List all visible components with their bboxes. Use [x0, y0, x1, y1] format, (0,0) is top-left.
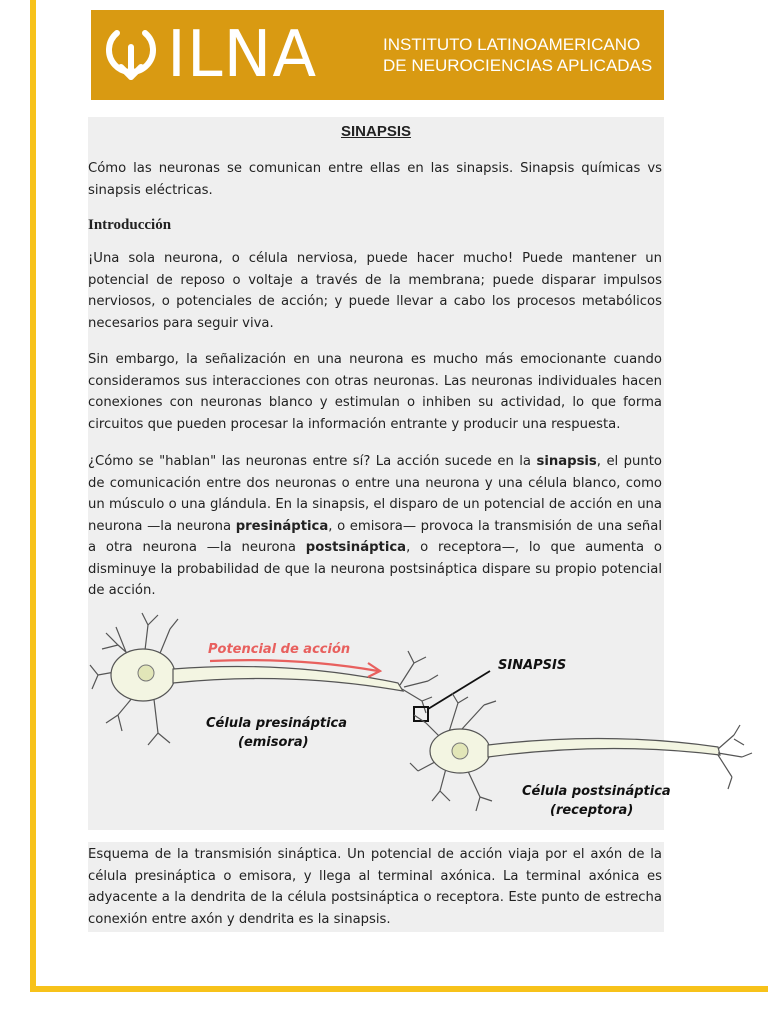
figure-caption-box — [88, 842, 664, 932]
paragraph-3: Sin embargo, la señalización en una neurona es mucho más emocionante cuando consideramos sus interacciones con otras neuronas. Las neuronas individuales hacen conexiones con neuronas blanco y estimulan o inhiben su actividad, lo que forma circuitos que pueden procesar la información entrante y producir una respuesta. — [88, 352, 662, 432]
intro-paragraph: Cómo las neuronas se comunican entre ellas en las sinapsis. Sinapsis químicas vs sinapsis eléctricas. — [88, 161, 662, 198]
page-frame-left — [30, 0, 36, 992]
institute-name — [383, 34, 658, 76]
p4-text-4: , o receptora—, lo que aumenta o disminuye la probabilidad de que la neurona postsináptica dispare su propio potencial de acción. — [88, 540, 662, 598]
synapse-label: SINAPSIS — [498, 658, 567, 673]
postsynaptic-terminal — [718, 725, 752, 789]
postsynaptic-axon — [488, 738, 720, 757]
presynaptic-label-2: (emisora) — [238, 735, 309, 750]
article-title: SINAPSIS — [340, 123, 412, 140]
synapse-pointer-line — [428, 671, 490, 709]
synapse-diagram — [88, 605, 768, 835]
p4-text-1: ¿Cómo se "hablan" las neuronas entre sí? La acción sucede en la — [88, 454, 537, 469]
term-sinapsis: sinapsis — [536, 454, 597, 469]
postsynaptic-label-2: (receptora) — [550, 803, 634, 818]
p4-text-2: , el punto de comunicación entre dos neuronas o entre una neurona y una célula blanco, como un músculo o una glándula. En la sinapsis, el disparo de un potencial de acción en una neurona —la neurona — [88, 454, 663, 534]
term-postsinaptica: postsináptica — [305, 540, 407, 555]
paragraph-2: ¡Una sola neurona, o célula nerviosa, puede hacer mucho! Puede mantener un potencial de reposo o voltaje a través de la membrana; puede disparar impulsos nerviosos, o potenciales de acción; y puede llevar a cabo los procesos metabólicos necesarios para seguir viva. — [88, 251, 662, 331]
presynaptic-nucleus — [138, 665, 154, 681]
institute-line-1: INSTITUTO LATINOAMERICANO — [383, 35, 641, 54]
axon-terminal — [400, 651, 438, 713]
section-heading: Introducción — [88, 217, 172, 233]
institute-line-2: DE NEUROCIENCIAS APLICADAS — [383, 56, 653, 75]
paragraph-4 — [88, 451, 662, 602]
postsynaptic-nucleus — [452, 743, 468, 759]
figure-caption: Esquema de la transmisión sináptica. Un potencial de acción viaja por el axón de la célula presináptica o emisora, y llega al terminal axónica. La terminal axónica es adyacente a la dendrita de la célula postsináptica o receptora. Este punto de estrecha conexión entre axón y dendrita es la sinapsis. — [88, 847, 662, 927]
arrow-down-circle-icon — [101, 23, 161, 83]
header-banner — [91, 10, 664, 100]
postsynaptic-label-1: Célula postsináptica — [522, 784, 671, 799]
action-potential-label: Potencial de acción — [208, 642, 351, 657]
p4-text-3: , o emisora— provoca la transmisión de una señal a otra neurona —la neurona — [88, 518, 662, 555]
term-presinaptica: presináptica — [235, 518, 329, 534]
presynaptic-label-1: Célula presináptica — [206, 716, 348, 731]
logo-text: ILNA — [167, 18, 318, 92]
synapse-marker — [414, 707, 428, 721]
page-frame-bottom — [30, 986, 768, 992]
